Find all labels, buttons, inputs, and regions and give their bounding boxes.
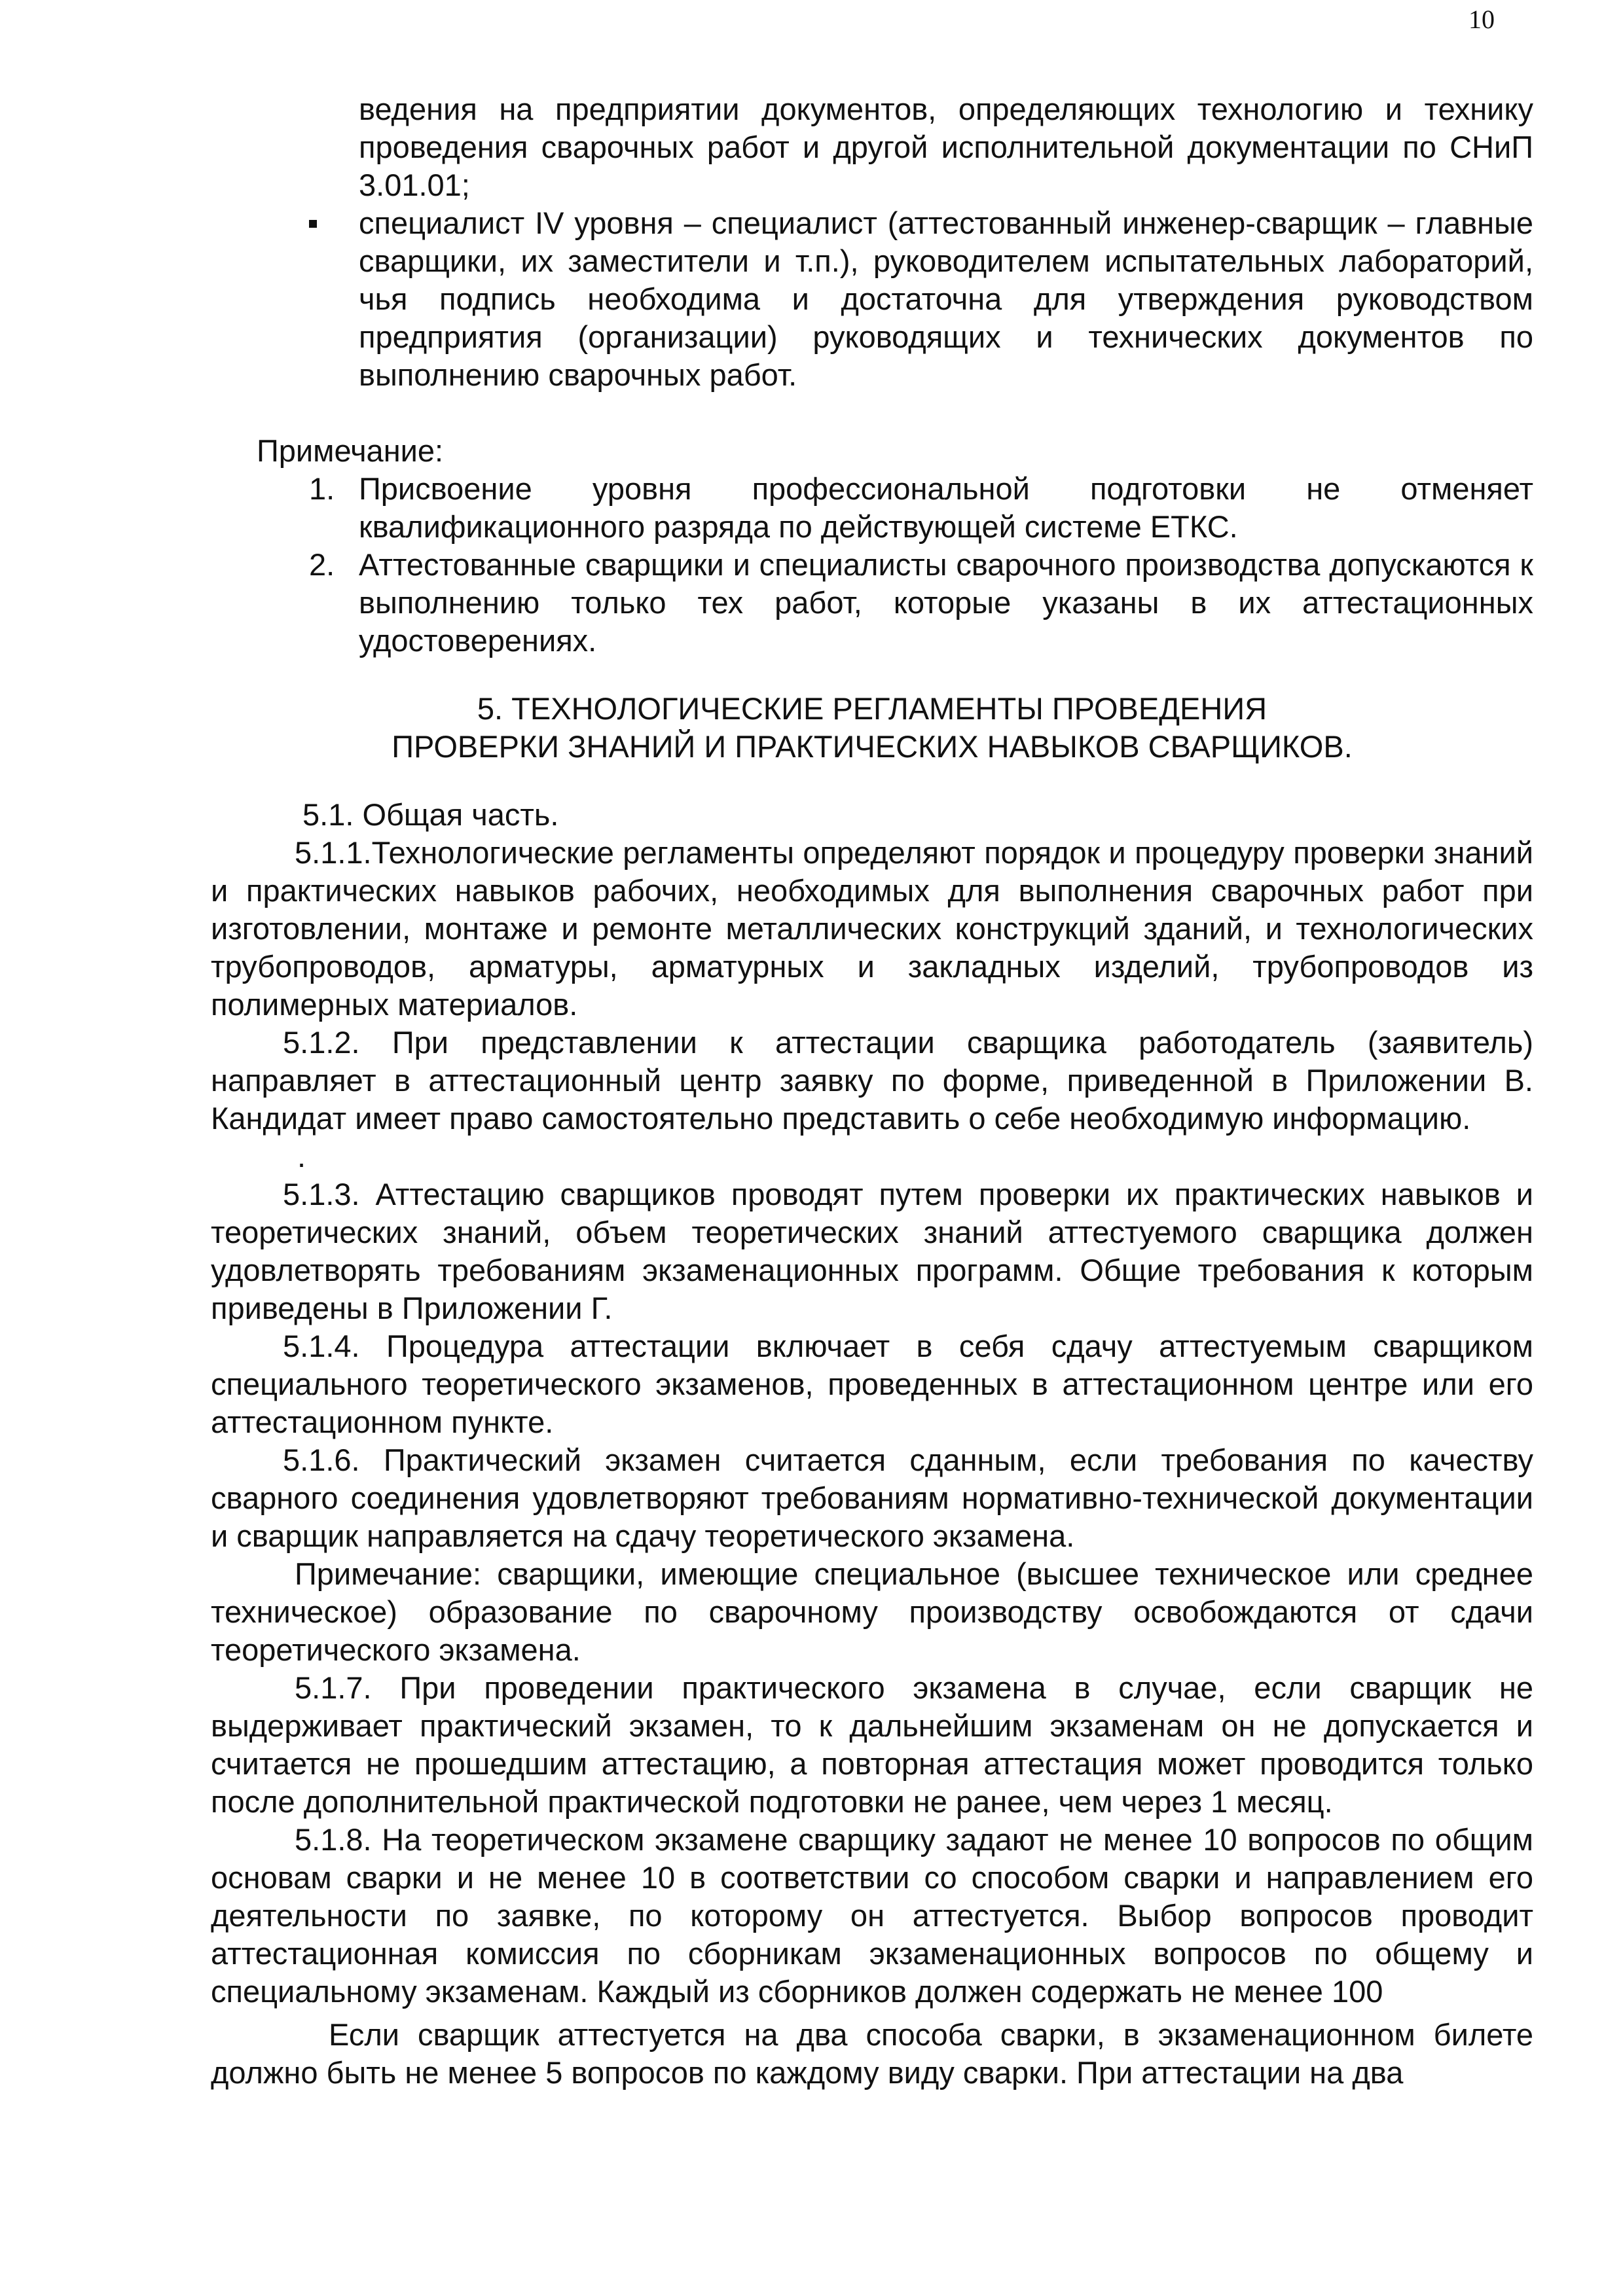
document-body <box>211 90 1533 2092</box>
stray-dot: . <box>297 1139 306 1174</box>
note-item <box>309 470 1533 546</box>
paragraph-5-1-1: 5.1.1.Технологические регламенты определяют порядок и процедуру проверки знаний и практических навыков рабочих, необходимых для выполнения сварочных работ при изготовлении, монтаже и ремонте металлических конструкций зданий, и технологических трубопроводов, арматуры, арматурных и закладных изделий, трубопроводов из полимерных материалов. <box>211 835 1533 1022</box>
paragraph-5-1-7: 5.1.7. При проведении практического экзамена в случае, если сварщик не выдерживает практический экзамен, то к дальнейшим экзаменам он не допускается и считается не прошедшим аттестацию, а повторная аттестация может проводится только после дополнительной практической подготовки не ранее, чем через 1 месяц. <box>211 1670 1533 1819</box>
paragraph-last: Если сварщик аттестуется на два способа сварки, в экзаменационном билете должно быть не менее 5 вопросов по каждому виду сварки. При аттестации на два <box>211 2017 1533 2090</box>
note-title: Примечание: <box>257 433 444 468</box>
note-list <box>211 470 1533 660</box>
paragraph-5-1-6: 5.1.6. Практический экзамен считается сданным, если требования по качеству сварного соединения удовлетворяют требованиям нормативно-технической документации и сварщик направляется на сдачу теоретического экзамена. <box>211 1443 1533 1553</box>
paragraph-note: Примечание: сварщики, имеющие специальное (высшее техническое или среднее техническое) образование по сварочному производству освобождаются от сдачи теоретического экзамена. <box>211 1556 1533 1667</box>
section-heading-line: ПРОВЕРКИ ЗНАНИЙ И ПРАКТИЧЕСКИХ НАВЫКОВ СВАРЩИКОВ. <box>392 729 1353 764</box>
list-item: специалист IV уровня – специалист (аттестованный инженер-сварщик – главные сварщики, их заместители и т.п.), руководителем испытательных лабораторий, чья подпись необходима и достаточна для утверждения руководством предприятия (организации) руководящих и технических документов по выполнению сварочных работ. <box>359 204 1533 394</box>
paragraph-5-1-4: 5.1.4. Процедура аттестации включает в себя сдачу аттестуемым сварщиком специального теоретического экзаменов, проведенных в аттестационном центре или его аттестационном пункте. <box>211 1329 1533 1439</box>
note-text: Аттестованные сварщики и специалисты сварочного производства допускаются к выполнению только тех работ, которые указаны в их аттестационных удостоверениях. <box>359 547 1533 658</box>
note-number: 2. <box>309 547 335 582</box>
page-number: 10 <box>1468 5 1495 34</box>
qualification-list <box>211 90 1533 394</box>
note-number: 1. <box>309 471 335 506</box>
section-heading <box>211 690 1533 766</box>
paragraph-5-1-2: 5.1.2. При представлении к аттестации сварщика работодатель (заявитель) направляет в аттестационный центр заявку по форме, приведенной в Приложении В. Кандидат имеет право самостоятельно представить о себе необходимую информацию. <box>211 1025 1533 1136</box>
note-item <box>309 546 1533 660</box>
subsection-title: 5.1. Общая часть. <box>302 797 559 832</box>
note-text: Присвоение уровня профессиональной подготовки не отменяет квалификационного разряда по действующей системе ЕТКС. <box>359 471 1533 544</box>
list-item: ведения на предприятии документов, определяющих технологию и технику проведения сварочных работ и другой исполнительной документации по СНиП 3.01.01; <box>359 92 1533 202</box>
paragraph-5-1-8: 5.1.8. На теоретическом экзамене сварщику задают не менее 10 вопросов по общим основам сварки и не менее 10 в соответствии со способом сварки и направлением его деятельности по заявке, по которому он аттестуется. Выбор вопросов проводит аттестационная комиссия по сборникам экзаменационных вопросов по общему и специальному экзаменам. Каждый из сборников должен содержать не менее 100 <box>211 1822 1533 2009</box>
section-heading-line: 5. ТЕХНОЛОГИЧЕСКИЕ РЕГЛАМЕНТЫ ПРОВЕДЕНИЯ <box>477 691 1267 726</box>
paragraph-5-1-3: 5.1.3. Аттестацию сварщиков проводят путем проверки их практических навыков и теоретических знаний, объем теоретических знаний аттестуемого сварщика должен удовлетворять требованиям экзаменационных программ. Общие требования к которым приведены в Приложении Г. <box>211 1177 1533 1325</box>
